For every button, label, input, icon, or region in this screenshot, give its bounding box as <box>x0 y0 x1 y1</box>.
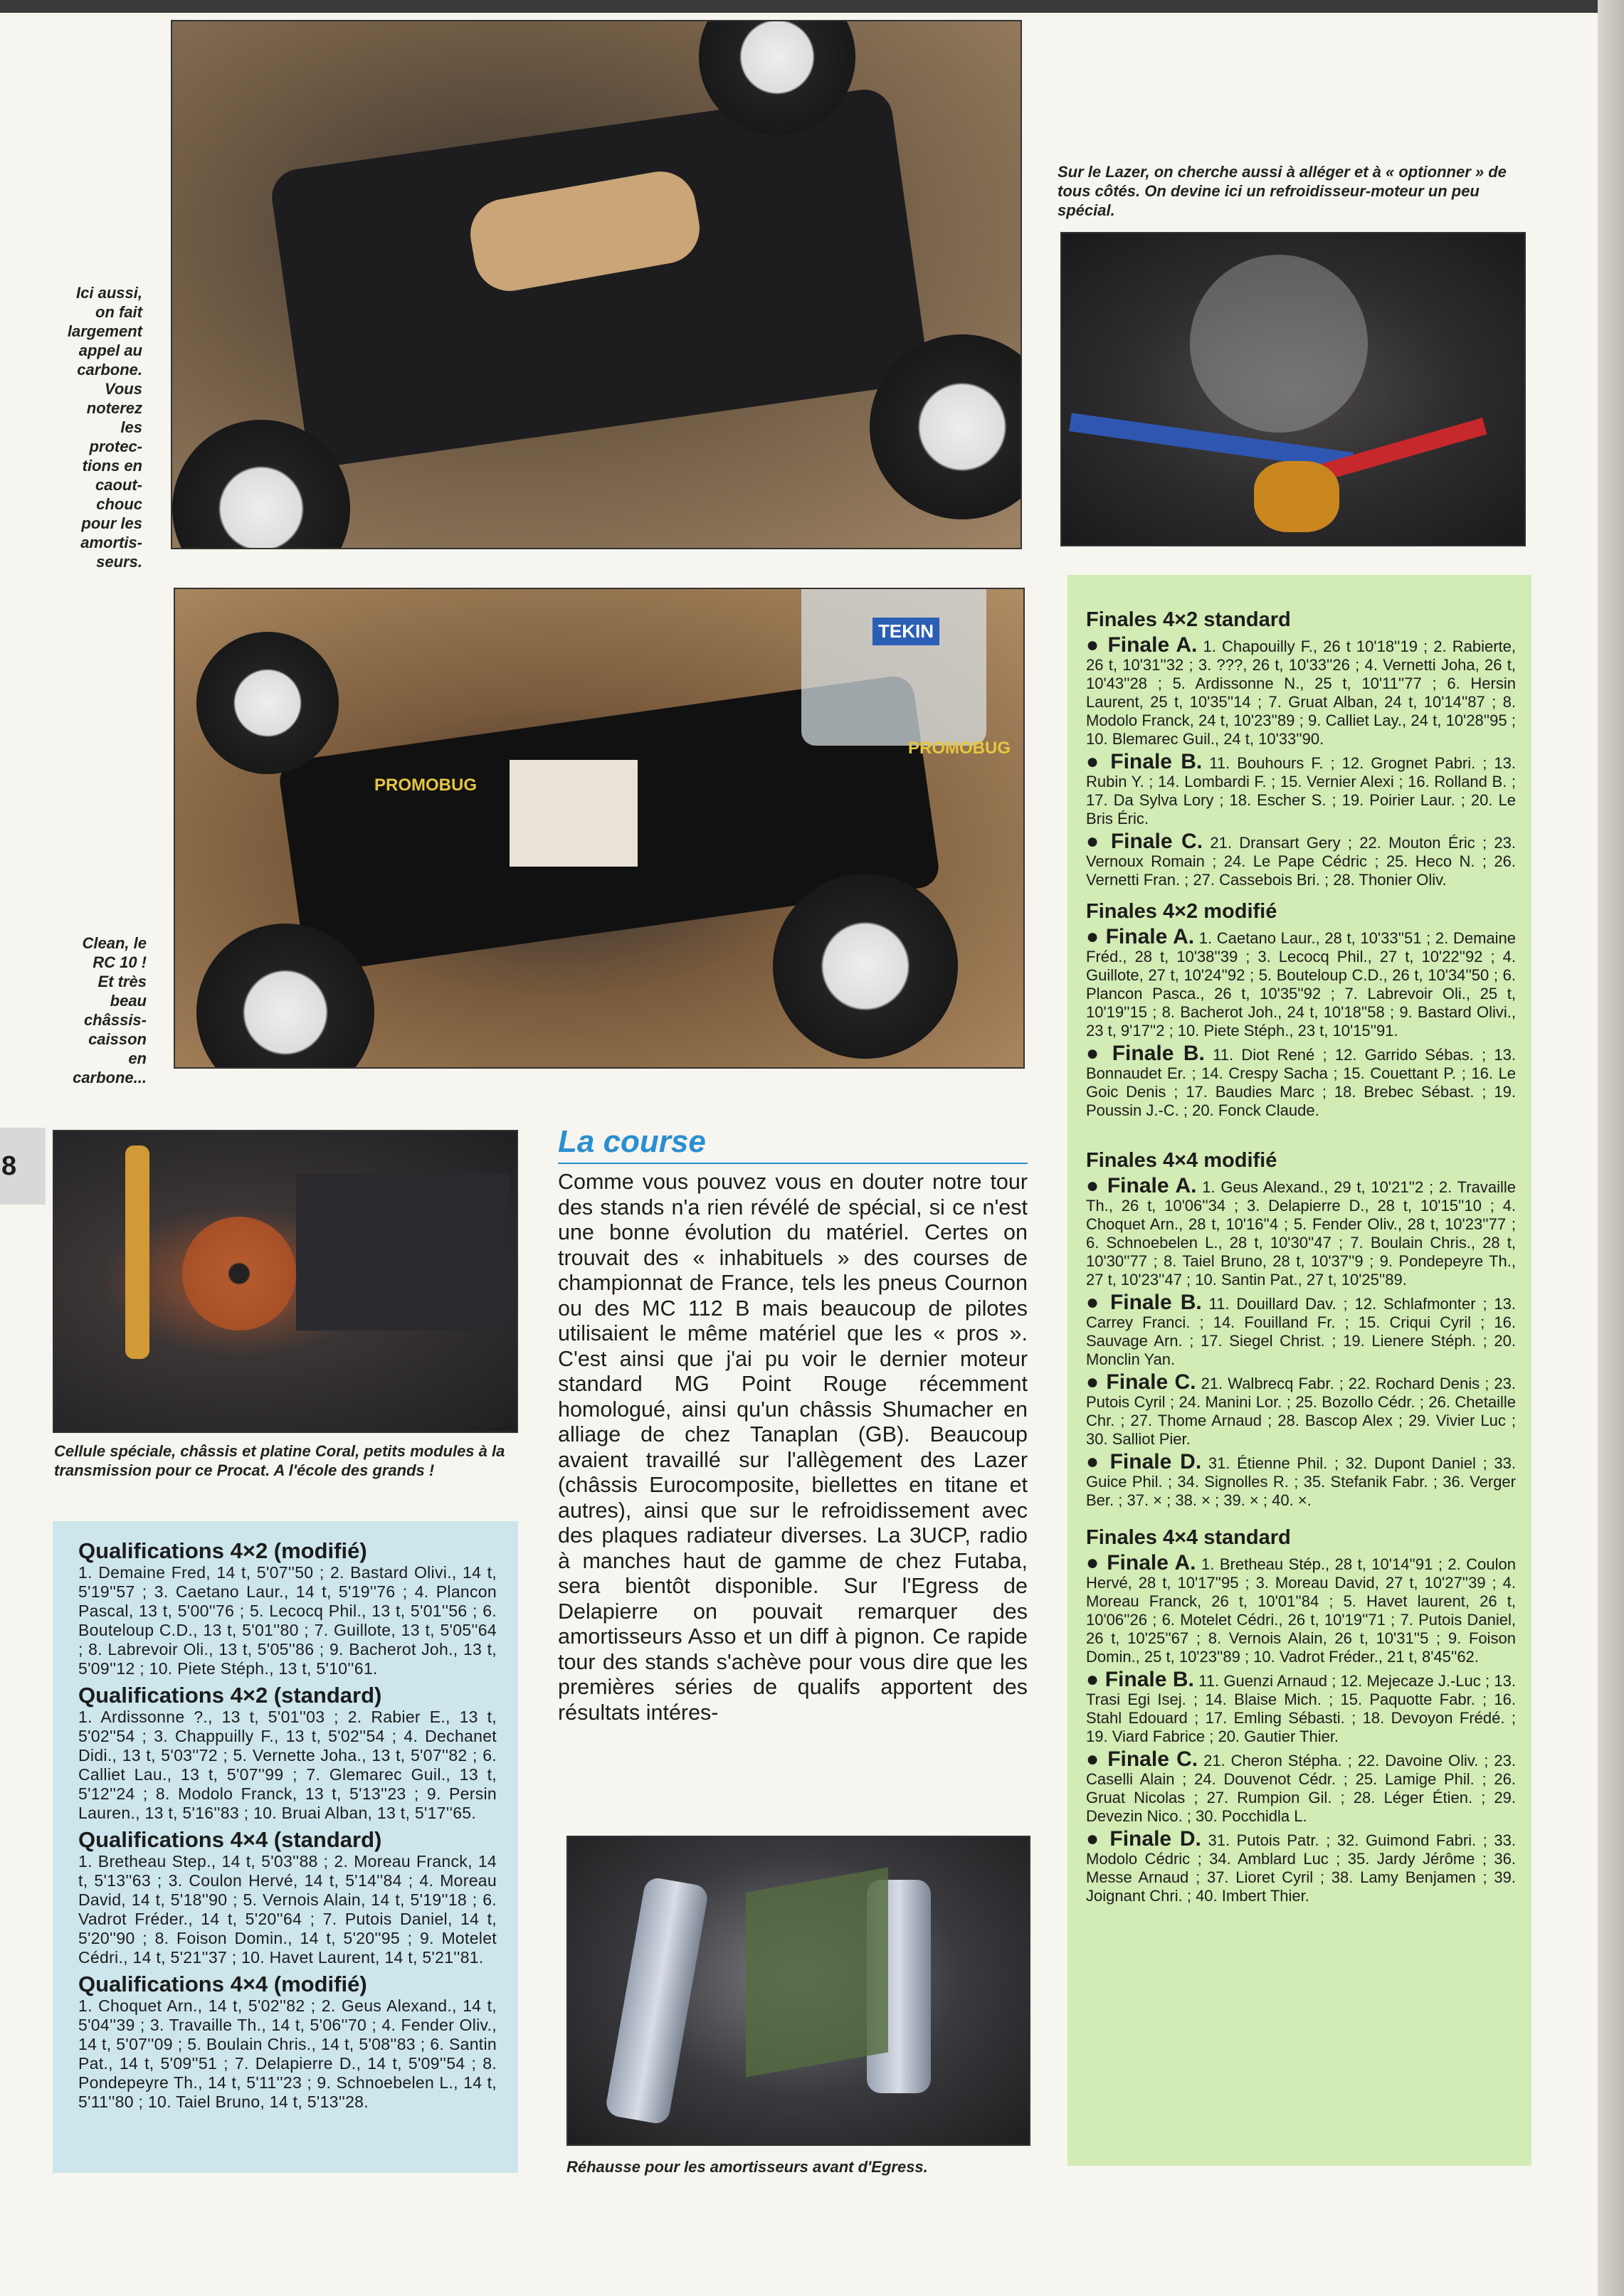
finales-heading: Finales 4×4 modifié <box>1086 1149 1277 1172</box>
finale-label: ● Finale A. <box>1086 1551 1196 1575</box>
page-number: 8 <box>0 1128 46 1205</box>
caption-line: caisson <box>88 1030 147 1048</box>
finale-entry <box>1086 1747 1516 1826</box>
finale-results: 31. Putois Patr. ; 32. Guimond Fabri. ; 33. Modolo Cédric ; 34. Amblard Luc ; 35. Jardy Jérôme ; 36. Messe Arnaud ; 37. Lioret Cyril ; 38. Lamy Benjamen ; 39. Joignant Chri. ; 40. Imbert Thier. <box>1086 1831 1516 1905</box>
finale-label: ● Finale B. <box>1086 1042 1205 1065</box>
caption-line: tions en <box>82 457 142 475</box>
caption-line: Ici aussi, <box>76 284 142 302</box>
caption-line: Clean, le <box>82 934 147 952</box>
finale-results: 31. Étienne Phil. ; 32. Dupont Daniel ; 33. Guice Phil. ; 34. Signolles R. ; 35. Stefanik Fabr. ; 36. Verger Ber. ; 37. × ; 38. × ; 39. × ; 40. ×. <box>1086 1454 1516 1509</box>
finale-label: ● Finale C. <box>1086 1747 1198 1771</box>
qualif-results: 1. Bretheau Step., 14 t, 5'03''88 ; 2. Moreau Franck, 14 t, 5'13''63 ; 3. Coulon Hervé, 14 t, 5'14''84 ; 4. Moreau David, 14 t, 5'18''90 ; 5. Vernois Alain, 14 t, 5'19''18 ; 6. Vadrot Fréder., 14 t, 5'20''64 ; 7. Putois Daniel, 14 t, 5'20''90 ; 8. Foison Domin., 14 t, 5'20''95 ; 9. Motelet Cédri., 14 t, 5'21''37 ; 10. Havet Laurent, 14 t, 5'21''81. <box>78 1852 497 1967</box>
finale-entry <box>1086 1044 1516 1120</box>
finales-heading: Finales 4×4 standard <box>1086 1526 1291 1549</box>
finales-panel <box>1067 575 1531 2166</box>
photo-egress-shocks <box>566 1836 1030 2146</box>
finale-results: 11. Bouhours F. ; 12. Grognet Pabri. ; 13. Rubin Y. ; 14. Lombardi F. ; 15. Vernier Alexi ; 16. Rolland B. ; 17. Da Sylva Lory ; 18. Escher S. ; 19. Poirier Laur. ; 20. Le Bris Éric. <box>1086 754 1516 827</box>
finale-entry <box>1086 633 1516 748</box>
finale-entry <box>1086 750 1516 828</box>
finale-results: 11. Douillard Dav. ; 12. Schlafmonter ; 13. Carrey Franci. ; 14. Fouilland Fr. ; 15. Criqui Cyril ; 16. Sauvage Arn. ; 17. Siegel Christ. ; 19. Lienere Stéph. ; 20. Monclin Yan. <box>1086 1295 1517 1368</box>
caption-line: en <box>128 1049 147 1067</box>
photo-procat <box>53 1130 518 1433</box>
caption-line: Et très <box>97 973 147 990</box>
article-title: La course <box>558 1124 1028 1164</box>
caption-line: noterez <box>86 399 142 417</box>
finale-entry <box>1086 1291 1517 1369</box>
photo-label-tekin: TEKIN <box>872 618 939 645</box>
qualif-heading: Qualifications 4×4 (standard) <box>78 1827 382 1852</box>
finale-results: 11. Guenzi Arnaud ; 12. Mejecaze J.-Luc ; 13. Trasi Egi Isej. ; 14. Blaise Mich. ; 15. Paquotte Fabr. ; 16. Stahl Edouard ; 17. Emling Sébasti. ; 18. Devoyon Frédé. ; 19. Viard Fabrice ; 20. Gautier Thier. <box>1086 1672 1516 1745</box>
caption-carbon <box>28 283 142 571</box>
article-la-course <box>558 1124 1028 1725</box>
caption-lazer: Sur le Lazer, on cherche aussi à alléger et à « optionner » de tous côtés. On devine ici un refroidisseur-moteur un peu spécial. <box>1058 163 1507 219</box>
caption-line: caout- <box>95 476 142 494</box>
finale-label: ● Finale A. <box>1086 1174 1197 1197</box>
article-body: Comme vous pouvez vous en douter notre tour des stands n'a rien révélé de spécial, si ce n'est une bonne évolution du matériel. Certes on trouvait des « inhabituels » des courses de championnat de France, tels les pneus Cournon ou des MC 112 B mais beaucoup de pilotes utilisaient le même matériel que les « pros ». C'est ainsi que j'ai pu voir le dernier moteur standard MG Point Rouge récemment homologué, ainsi qu'un châssis Shumacher en alliage de chez Tanaplan (GB). Beaucoup avaient travaillé sur l'allègement des Lazer (châssis Eurocomposite, biellettes en titane et autres), ainsi que sur le refroidissement avec des plaques radiateur diverses. La 3UCP, radio à manches haut de gamme de chez Futaba, sera bientôt disponible. Sur l'Egress de Delapierre on pouvait remarquer des amortisseurs Asso et un diff à pignon. Ce rapide tour des stands s'achève pour vous dire que les premières séries de qualifs apportent des résultats intéres- <box>558 1170 1028 1725</box>
finale-label: ● Finale B. <box>1086 1291 1202 1314</box>
finale-label: ● Finale D. <box>1086 1827 1201 1851</box>
photo-label-promobug-2: PROMOBUG <box>908 739 1011 758</box>
finale-label: ● Finale B. <box>1086 1668 1194 1691</box>
caption-line: châssis- <box>83 1011 147 1029</box>
finale-entry <box>1086 1370 1516 1449</box>
qualif-results: 1. Demaine Fred, 14 t, 5'07''50 ; 2. Bastard Olivi., 14 t, 5'19''57 ; 3. Caetano Laur., 14 t, 5'19''76 ; 4. Plancon Pascal, 13 t, 5'00''76 ; 5. Lecocq Phil., 13 t, 5'01''56 ; 6. Bouteloup C.D., 13 t, 5'01''80 ; 7. Guillote, 13 t, 5'05''64 ; 8. Labrevoir Oli., 13 t, 5'05''86 ; 9. Bacherot Joh., 13 t, 5'09''12 ; 10. Piete Stéph., 13 t, 5'10''61. <box>78 1563 497 1678</box>
photo-rc10-promobug <box>174 588 1025 1069</box>
caption-line: seurs. <box>96 553 142 571</box>
finale-label: ● Finale C. <box>1086 1370 1196 1394</box>
finale-label: ● Finale A. <box>1086 633 1198 657</box>
finale-entry <box>1086 1668 1516 1746</box>
caption-line: RC 10 ! <box>93 953 147 971</box>
finales-heading: Finales 4×2 modifié <box>1086 900 1277 923</box>
caption-line: appel au <box>78 342 142 359</box>
caption-line: chouc <box>96 495 142 513</box>
page-spine <box>1598 0 1624 2296</box>
finale-label: ● Finale C. <box>1086 830 1203 853</box>
caption-line: on fait <box>95 303 142 321</box>
caption-line: pour les <box>81 514 142 532</box>
finale-results: 21. Cheron Stépha. ; 22. Davoine Oliv. ; 23. Caselli Alain ; 24. Douvenot Cédr. ; 25. Lamige Phil. ; 26. Gruat Nicolas ; 27. Rumpion Gil. ; 28. Léger Étien. ; 29. Devezin Nico. ; 30. Pocchidla L. <box>1086 1752 1516 1825</box>
caption-line: carbone. <box>77 361 142 379</box>
caption-rc10 <box>28 933 147 1087</box>
caption-line: les <box>120 418 142 436</box>
qualif-heading: Qualifications 4×2 (standard) <box>78 1683 382 1708</box>
photo-label-promobug: PROMOBUG <box>374 776 477 795</box>
finale-results: 1. Bretheau Stép., 28 t, 10'14''91 ; 2. Coulon Hervé, 28 t, 10'17''95 ; 3. Moreau David, 27 t, 10'27''39 ; 4. Moreau Franck, 26 t, 10'01''84 ; 5. Havet laurent, 26 t, 10'06''26 ; 6. Motelet Cédri., 26 t, 10'19''71 ; 7. Putois Daniel, 26 t, 10'25''67 ; 8. Vernois Alain, 26 t, 10'31''5 ; 9. Foison Domin., 25 t, 10'23''89 ; 10. Vadrot Fréder., 21 t, 8'45''62. <box>1086 1555 1516 1666</box>
finale-results: 1. Caetano Laur., 28 t, 10'33''51 ; 2. Demaine Fréd., 28 t, 10'38''39 ; 3. Lecocq Phil., 27 t, 10'22''92 ; 4. Guillote, 27 t, 10'24''92 ; 5. Bouteloup C.D., 26 t, 10'34''50 ; 6. Plancon Pasca., 26 t, 10'35''92 ; 7. Labrevoir Oli., 25 t, 10'19''15 ; 8. Bacherot Joh., 24 t, 10'18''58 ; 9. Bastard Olivi., 23 t, 9'17''2 ; 10. Piete Stéph., 23 t, 10'15''91. <box>1086 929 1516 1039</box>
finale-entry <box>1086 1551 1516 1666</box>
caption-line: Vous <box>105 380 142 398</box>
finale-results: 21. Dransart Gery ; 22. Mouton Éric ; 23. Vernoux Romain ; 24. Le Pape Cédric ; 25. Heco N. ; 26. Vernetti Fran. ; 27. Cassebois Bri. ; 28. Thonier Oliv. <box>1086 834 1517 889</box>
finale-label: ● Finale A. <box>1086 925 1195 948</box>
qualif-results: 1. Choquet Arn., 14 t, 5'02''82 ; 2. Geus Alexand., 14 t, 5'04''39 ; 3. Travaille Th., 14 t, 5'06''70 ; 4. Fender Oliv., 14 t, 5'07''09 ; 5. Boulain Chris., 14 t, 5'08''83 ; 6. Santin Pat., 14 t, 5'09''51 ; 7. Delapierre D., 14 t, 5'09''54 ; 8. Pondepeyre Th., 14 t, 5'11''23 ; 9. Schnoebelen L., 14 t, 5'11''80 ; 10. Taiel Bruno, 14 t, 5'13''28. <box>78 1996 497 2111</box>
qualif-heading: Qualifications 4×4 (modifié) <box>78 1972 367 1996</box>
finale-results: 11. Diot René ; 12. Garrido Sébas. ; 13. Bonnaudet Er. ; 14. Crespy Sacha ; 15. Couettant P. ; 16. Le Goic Denis ; 17. Baudies Marc ; 18. Brebec Sébast. ; 19. Poussin J.-C. ; 20. Fonck Claude. <box>1086 1046 1516 1119</box>
caption-egress: Réhausse pour les amortisseurs avant d'Egress. <box>566 2158 928 2176</box>
finale-entry <box>1086 925 1516 1040</box>
caption-line: largement <box>67 322 142 340</box>
finale-results: 21. Walbrecq Fabr. ; 22. Rochard Denis ; 23. Putois Cyril ; 24. Manini Lor. ; 25. Bozollo Cédr. ; 26. Chetaille Chr. ; 27. Thome Arnaud ; 28. Bascop Alex ; 29. Vivier Luc ; 30. Salliot Pier. <box>1086 1375 1516 1448</box>
top-edge <box>0 0 1624 13</box>
caption-line: carbone... <box>73 1069 147 1086</box>
finale-results: 1. Chapouilly F., 26 t 10'18''19 ; 2. Rabierte, 26 t, 10'31''32 ; 3. ???, 26 t, 10'33''26 ; 4. Vernetti Joha, 26 t, 10'43''28 ; 5. Ardissonne N., 25 t, 10'11''77 ; 6. Hersin Laurent, 25 t, 10'35''14 ; 7. Gruat Alban, 24 t, 10'14''87 ; 8. Modolo Franck, 24 t, 10'23''89 ; 9. Calliet Lay., 24 t, 10'28''95 ; 10. Blemarec Guil., 24 t, 10'33''90. <box>1086 638 1516 748</box>
finale-entry <box>1086 1174 1516 1289</box>
finale-entry <box>1086 832 1516 889</box>
finale-entry <box>1086 1827 1516 1905</box>
finales-heading: Finales 4×2 standard <box>1086 608 1291 631</box>
caption-line: beau <box>110 992 147 1010</box>
finale-label: ● Finale D. <box>1086 1450 1202 1474</box>
finale-entry <box>1086 1450 1516 1510</box>
caption-procat: Cellule spéciale, châssis et platine Coral, petits modules à la transmission pour ce Procat. A l'école des grands ! <box>54 1442 505 1479</box>
finale-results: 1. Geus Alexand., 29 t, 10'21''2 ; 2. Travaille Th., 26 t, 10'06''34 ; 3. Delapierre D., 28 t, 10'15''10 ; 4. Choquet Arn., 28 t, 10'16''4 ; 5. Fender Oliv., 28 t, 10'23''77 ; 6. Schnoebelen L., 28 t, 10'30''47 ; 7. Boulain Chris., 28 t, 10'30''77 ; 8. Taiel Bruno, 28 t, 10'37''9 ; 9. Pondepeyre Th., 27 t, 10'23''47 ; 10. Santin Pat., 27 t, 10'25''89. <box>1086 1178 1516 1289</box>
photo-carbon-buggy <box>171 20 1022 549</box>
qualifications-panel <box>53 1521 518 2173</box>
qualif-results: 1. Ardissonne ?., 13 t, 5'01''03 ; 2. Rabier E., 13 t, 5'02''54 ; 3. Chappuilly F., 13 t, 5'02''54 ; 4. Dechanet Didi., 13 t, 5'03''72 ; 5. Vernette Joha., 13 t, 5'07''82 ; 6. Calliet Lau., 13 t, 5'07''99 ; 7. Glemarec Guil., 13 t, 5'12''24 ; 8. Modolo Franck, 13 t, 5'13''23 ; 9. Persin Lauren., 13 t, 5'16''83 ; 10. Bruai Alban, 13 t, 5'17''65. <box>78 1708 497 1822</box>
finale-label: ● Finale B. <box>1086 750 1203 773</box>
qualif-heading: Qualifications 4×2 (modifié) <box>78 1538 367 1563</box>
caption-line: amortis- <box>80 534 142 551</box>
photo-lazer-motor <box>1060 232 1526 546</box>
caption-line: protec- <box>89 438 142 455</box>
